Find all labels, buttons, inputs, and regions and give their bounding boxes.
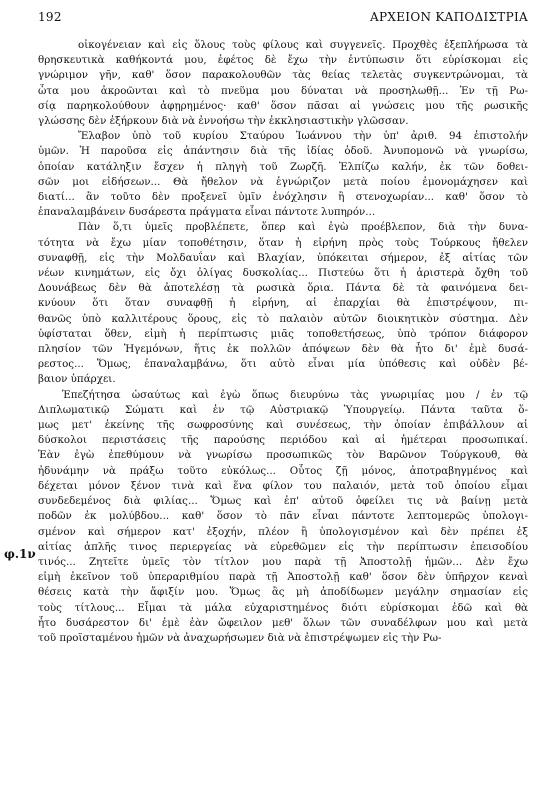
running-head: ΑΡΧΕΙΟΝ ΚΑΠΟΔΙΣΤΡΙΑ — [370, 10, 528, 24]
text-line: ποδῶν ἐκ μολύβδου... καθ' ὅσον τὸ πᾶν εἶναι πάντοτε λεπτομερῶς ὑπολογι- — [38, 510, 528, 523]
paragraph — [38, 388, 528, 646]
text-line: οἰκογένειαν καὶ εἰς ὅλους τοὺς φίλους καὶ συγγενεῖς. Προχθὲς ἐξεπλήρωσα τὰ — [78, 39, 528, 51]
text-line: μως μετ' ἐκείνης τῆς σωφροσύνης καὶ συνέσεως, τὴν ὁποίαν ἐπιβάλλουν αἱ — [38, 419, 528, 432]
text-line: Ἔλαβον ὑπὸ τοῦ κυρίου Σταύρου Ἰωάννου τὴν ὑπ' ἀριθ. 94 ἐπιστολήν — [78, 130, 528, 143]
text-line: συνδεδεμένος διὰ φιλίας... Ὅμως καὶ ἐπ' αὐτοῦ ὀφείλει τις νὰ βαίνῃ μετὰ — [38, 495, 528, 508]
margin-folio-note: φ.1ν — [4, 547, 36, 561]
text-line: νέων κινημάτων, εἰς ὄχι ὀλίγας δυσκολίας... Πιστεύω ὅτι ἡ ἀριστερὰ ὄχθη τοῦ — [38, 267, 528, 280]
text-line: σίᾳ παρηκολούθουν ἀφῃρημένος· καθ' ὅσον πᾶσαι αἱ γνώσεις μου τῆς ρωσικῆς — [38, 99, 528, 112]
text-line: ἦτο δυσάρεστον δι' ἐμὲ ἐὰν ὤφειλον μεθ' ὅλων τῶν συναδέλφων μου καὶ μετὰ — [38, 616, 528, 629]
text-line: ρεστος... Ὅμως, ἐπαναλαμβάνω, ὅτι αὐτὸ εἶναι μία ὑπόθεσις καὶ οὐδὲν βέ- — [38, 358, 528, 371]
text-line: τινός... Ζητεῖτε ὑμεῖς τὸν τίτλον μου παρὰ τῇ Ἀποστολῇ ἡμῶν... Δὲν ἔχω — [38, 555, 528, 568]
text-line: εἰμὴ ἐκεῖνον τοῦ ὑπεραριθμίου παρὰ τῇ Ἀποστολῇ καθ' ὅσον δὲν ὑπῆρχον κεναὶ — [38, 571, 528, 584]
text-line: βαιον ὑπάρχει. — [38, 373, 116, 386]
page-number: 192 — [38, 10, 62, 24]
text-line: Ἐὰν ἐγὼ ἐπεθύμουν νὰ γνωρίσω προσωπικῶς τὸν Βαρῶνον Τούργκουθ, θὰ — [38, 449, 528, 462]
text-line: θανῶς ὑπὸ καλλιτέρους ὅρους, εἰς τὸ παλαιὸν αὐτῶν διοικητικὸν σύστημα. Δὲν — [38, 312, 528, 325]
text-line: ἠδυνάμην νὰ πράξω τοῦτο εὐκόλως... Οὗτος ζῇ μόνος, ἀποτραβηγμένος καὶ — [38, 464, 528, 477]
text-line: ὑμῶν. Ἡ παροῦσα εἰς ἀπάντησιν διὰ τῆς ἰδίας ὁδοῦ. Ἀνυπομονῶ νὰ γνωρίσω, — [38, 145, 528, 158]
text-line: πλησίον τῶν Ἡγεμόνων, ἥτις ἐκ πολλῶν ἀπόψεων δὲν θὰ ἦτο δι' ἐμὲ δυσά- — [38, 343, 528, 356]
text-line: θέσεις κατὰ τὴν ἄφιξίν μου. Ὅμως ἂς μὴ ἀποδίδωμεν μεγάλην σημασίαν εἰς — [38, 586, 528, 599]
text-line: σῶν μοι εἰδήσεων... Θὰ ἤθελον νὰ ἐγνώριζον μετὰ ποίου ἐμονομάχησεν καὶ — [38, 175, 528, 188]
text-line: Δουνάβεως δὲν θὰ ἀποτελέσῃ τὰ ρωσικὰ ὅρια. Πάντα δὲ τὰ φαινόμενα δει- — [38, 282, 528, 295]
paragraph — [38, 38, 528, 129]
text-line: τοὺς τίτλους... Εἶμαι τὰ μάλα εὐχαριστημένος διότι εὑρίσκομαι ἐδῶ καὶ θὰ — [38, 601, 528, 614]
text-line: ὦτα μου ἀκροῶνται καὶ τὸ πνεῦμα μου δύναται νὰ προσηλωθῇ... Ἐν τῇ Ρω- — [38, 84, 528, 97]
text-line: Ἐπεζήτησα ὡσαύτως καὶ ἐγὼ ὅπως διευρύνω τὰς γνωριμίας μου / ἐν τῷ — [62, 388, 528, 401]
body-text — [38, 38, 528, 646]
text-line: σμένον καὶ σήμερον κατ' ἐξοχήν, πλέον ἢ ὑπολογισμένον καὶ δὲν πρέπει ἐξ — [38, 525, 528, 538]
text-line: κνύουν ὅτι ὅταν συναφθῇ ἡ εἰρήνη, αἱ ἐπαρχίαι θὰ ἐπιστρέψουν, πι- — [38, 297, 528, 310]
text-line: τότητα νὰ ἔχω μίαν τοποθέτησιν, ὅταν ἡ εἰρήνη πρὸς τοὺς Τούρκους ἤθελεν — [38, 236, 528, 249]
text-line: δέχεται μόνον ξένον τινὰ καὶ ἕνα φίλον του παλαιόν, μετὰ τοῦ ὁποίου εἶμαι — [38, 479, 528, 492]
text-line: ἐπαναλαμβάνειν δυσάρεστα πράγματα εἶναι πάντοτε λυπηρόν... — [38, 206, 376, 219]
text-line: ὑφίσταται ὅθεν, εἰμὴ ἡ περίπτωσις μιᾶς τοποθετήσεως, ὑπὸ τρόπον διάφορον — [38, 327, 528, 340]
text-line: διατί... ἂν τοῦτο δὲν προξενεῖ ὑμῖν ἐνόχλησιν ἢ στενοχωρίαν... καθ' ὅσον τὸ — [38, 191, 528, 204]
text-line: τοῦ προϊσταμένου ἡμῶν νὰ ἀναχωρήσωμεν διὰ νὰ ἐπιστρέψωμεν εἰς τὴν Ρω- — [38, 631, 442, 644]
text-line: θρησκευτικὰ καθήκοντά μου, ἐφέτος δὲ ἔχω τὴν ἐντύπωσιν ὅτι εὑρίσκομαι εἰς — [38, 54, 528, 67]
text-line: δύσκολοι περιστάσεις τῆς παρούσης περιόδου καὶ αἱ ἡμέτεραι προσωπικαί. — [38, 434, 528, 447]
paragraph — [38, 220, 528, 387]
text-line: Πὰν ὅ,τι ὑμεῖς προβλέπετε, ὅπερ καὶ ἐγὼ προέβλεπον, διὰ τὴν δυνα- — [78, 221, 528, 234]
page-header — [38, 10, 528, 26]
paragraph — [38, 129, 528, 220]
text-line: ὁποίαν κατάληξιν ἔσχεν ἡ πληγὴ τοῦ Ζωρζῆ. Ἐλπίζω καλήν, ἐκ τῶν δοθει- — [38, 160, 528, 173]
text-line: γλώσσης δὲν ἐξήρκουν διὰ νὰ ἐννοήσω τὴν ἐκκλησιαστικὴν γλῶσσαν. — [38, 115, 409, 128]
text-line: αἰτίας ἀπλῆς τινος περιεργείας νὰ εὑρεθῶμεν εἰς τὴν περίπτωσιν ἐπεισοδίου — [38, 540, 528, 553]
text-line: συναφθῇ, εἰς τὴν Μολδαυΐαν καὶ Βλαχίαν, ὑπόκειται σήμερον, ἐξ αἰτίας τῶν — [38, 251, 528, 264]
text-line: γνώριμον γῆν, καθ' ὅσον παρακολουθῶν τὰς θείας τελετὰς συγκεντρώνομαι, τὰ — [38, 69, 528, 82]
text-line: Διπλωματικῷ Σώματι καὶ ἐν τῷ Αὐστριακῷ Ὑπουργείῳ. Πάντα ταῦτα ὅ- — [38, 403, 528, 416]
